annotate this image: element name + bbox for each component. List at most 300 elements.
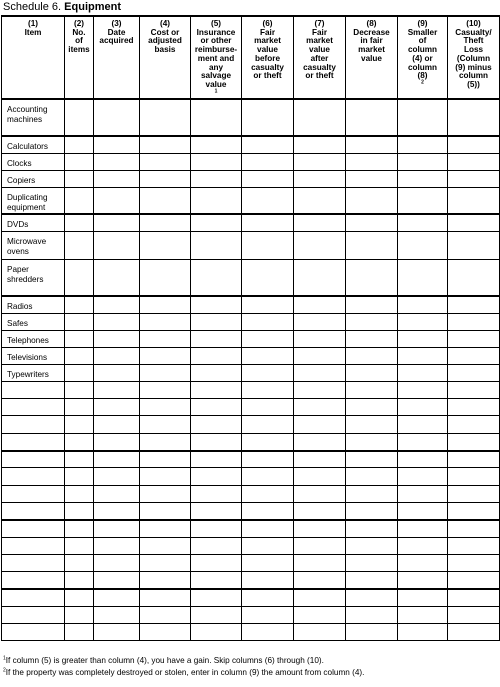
entry-cell-col-6[interactable] [242,554,294,571]
entry-cell-col-4[interactable] [140,572,191,589]
entry-cell-col-8[interactable] [346,259,398,296]
entry-cell-col-3[interactable] [94,313,140,330]
item-name-cell: Telephones [2,330,65,347]
entry-cell-col-6[interactable] [242,99,294,136]
entry-cell-col-10[interactable] [448,214,500,231]
blank-item-cell[interactable] [2,606,65,623]
entry-cell-col-6[interactable] [242,468,294,485]
entry-cell-col-8[interactable] [346,187,398,214]
entry-cell-col-5[interactable] [191,313,242,330]
entry-cell-col-7[interactable] [294,485,346,502]
entry-cell-col-9[interactable] [398,589,448,606]
entry-cell-col-3[interactable] [94,606,140,623]
entry-cell-col-3[interactable] [94,520,140,537]
entry-cell-col-9[interactable] [398,416,448,433]
entry-cell-col-10[interactable] [448,399,500,416]
entry-cell-col-7[interactable] [294,231,346,259]
entry-cell-col-4[interactable] [140,214,191,231]
blank-item-cell[interactable] [2,451,65,468]
entry-cell-col-6[interactable] [242,623,294,640]
entry-cell-col-6[interactable] [242,485,294,502]
entry-cell-col-9[interactable] [398,572,448,589]
entry-cell-col-10[interactable] [448,589,500,606]
entry-cell-col-4[interactable] [140,330,191,347]
table-row [2,187,500,214]
entry-cell-col-3[interactable] [94,214,140,231]
entry-cell-col-4[interactable] [140,313,191,330]
entry-cell-col-3[interactable] [94,502,140,519]
entry-cell-col-9[interactable] [398,502,448,519]
entry-cell-col-2[interactable] [65,381,94,398]
entry-cell-col-9[interactable] [398,330,448,347]
entry-cell-col-6[interactable] [242,520,294,537]
entry-cell-col-10[interactable] [448,347,500,364]
entry-cell-col-2[interactable] [65,330,94,347]
entry-cell-col-4[interactable] [140,399,191,416]
blank-item-cell[interactable] [2,537,65,554]
entry-cell-col-4[interactable] [140,296,191,313]
table-row [2,313,500,330]
entry-cell-col-2[interactable] [65,296,94,313]
entry-cell-col-2[interactable] [65,606,94,623]
entry-cell-col-4[interactable] [140,99,191,136]
entry-cell-col-2[interactable] [65,136,94,153]
entry-cell-col-3[interactable] [94,623,140,640]
entry-cell-col-8[interactable] [346,347,398,364]
entry-cell-col-10[interactable] [448,433,500,450]
entry-cell-col-6[interactable] [242,259,294,296]
entry-cell-col-3[interactable] [94,347,140,364]
entry-cell-col-10[interactable] [448,606,500,623]
entry-cell-col-2[interactable] [65,399,94,416]
entry-cell-col-6[interactable] [242,381,294,398]
entry-cell-col-10[interactable] [448,259,500,296]
table-row [2,347,500,364]
table-row [2,468,500,485]
entry-cell-col-6[interactable] [242,451,294,468]
entry-cell-col-2[interactable] [65,347,94,364]
entry-cell-col-2[interactable] [65,313,94,330]
blank-item-cell[interactable] [2,502,65,519]
entry-cell-col-5[interactable] [191,520,242,537]
entry-cell-col-4[interactable] [140,502,191,519]
entry-cell-col-3[interactable] [94,537,140,554]
entry-cell-col-10[interactable] [448,537,500,554]
entry-cell-col-10[interactable] [448,451,500,468]
table-row [2,485,500,502]
entry-cell-col-8[interactable] [346,231,398,259]
entry-cell-col-4[interactable] [140,170,191,187]
entry-cell-col-2[interactable] [65,231,94,259]
entry-cell-col-8[interactable] [346,381,398,398]
entry-cell-col-9[interactable] [398,554,448,571]
entry-cell-col-4[interactable] [140,537,191,554]
entry-cell-col-7[interactable] [294,136,346,153]
entry-cell-col-7[interactable] [294,330,346,347]
table-row [2,451,500,468]
table-body [2,99,500,640]
blank-item-cell[interactable] [2,399,65,416]
entry-cell-col-5[interactable] [191,485,242,502]
entry-cell-col-4[interactable] [140,153,191,170]
entry-cell-col-5[interactable] [191,170,242,187]
entry-cell-col-9[interactable] [398,520,448,537]
entry-cell-col-9[interactable] [398,99,448,136]
entry-cell-col-2[interactable] [65,153,94,170]
entry-cell-col-8[interactable] [346,99,398,136]
entry-cell-col-8[interactable] [346,136,398,153]
entry-cell-col-5[interactable] [191,399,242,416]
entry-cell-col-4[interactable] [140,381,191,398]
entry-cell-col-9[interactable] [398,347,448,364]
entry-cell-col-4[interactable] [140,364,191,381]
entry-cell-col-2[interactable] [65,623,94,640]
entry-cell-col-9[interactable] [398,451,448,468]
entry-cell-col-3[interactable] [94,554,140,571]
entry-cell-col-7[interactable] [294,364,346,381]
col-header-6: (6) Fair market value before casualty or theft [242,16,294,99]
entry-cell-col-9[interactable] [398,485,448,502]
entry-cell-col-2[interactable] [65,537,94,554]
entry-cell-col-8[interactable] [346,364,398,381]
entry-cell-col-4[interactable] [140,187,191,214]
entry-cell-col-5[interactable] [191,451,242,468]
entry-cell-col-6[interactable] [242,214,294,231]
entry-cell-col-10[interactable] [448,623,500,640]
header-row [2,16,500,99]
entry-cell-col-2[interactable] [65,433,94,450]
entry-cell-col-8[interactable] [346,606,398,623]
entry-cell-col-2[interactable] [65,416,94,433]
entry-cell-col-7[interactable] [294,468,346,485]
table-row [2,153,500,170]
blank-item-cell[interactable] [2,416,65,433]
entry-cell-col-10[interactable] [448,416,500,433]
entry-cell-col-10[interactable] [448,170,500,187]
table-row [2,416,500,433]
entry-cell-col-5[interactable] [191,572,242,589]
entry-cell-col-8[interactable] [346,485,398,502]
entry-cell-col-4[interactable] [140,347,191,364]
entry-cell-col-8[interactable] [346,214,398,231]
entry-cell-col-8[interactable] [346,537,398,554]
entry-cell-col-3[interactable] [94,433,140,450]
entry-cell-col-10[interactable] [448,313,500,330]
item-name-cell: Accounting machines [2,99,65,136]
entry-cell-col-5[interactable] [191,502,242,519]
entry-cell-col-2[interactable] [65,485,94,502]
entry-cell-col-3[interactable] [94,296,140,313]
entry-cell-col-6[interactable] [242,170,294,187]
entry-cell-col-10[interactable] [448,330,500,347]
entry-cell-col-2[interactable] [65,170,94,187]
entry-cell-col-6[interactable] [242,537,294,554]
entry-cell-col-4[interactable] [140,520,191,537]
entry-cell-col-10[interactable] [448,136,500,153]
table-row [2,259,500,296]
entry-cell-col-8[interactable] [346,153,398,170]
table-row [2,554,500,571]
entry-cell-col-8[interactable] [346,330,398,347]
entry-cell-col-4[interactable] [140,231,191,259]
entry-cell-col-6[interactable] [242,187,294,214]
entry-cell-col-5[interactable] [191,623,242,640]
entry-cell-col-2[interactable] [65,99,94,136]
entry-cell-col-4[interactable] [140,485,191,502]
entry-cell-col-7[interactable] [294,589,346,606]
entry-cell-col-7[interactable] [294,313,346,330]
entry-cell-col-2[interactable] [65,451,94,468]
entry-cell-col-8[interactable] [346,296,398,313]
entry-cell-col-9[interactable] [398,259,448,296]
entry-cell-col-5[interactable] [191,136,242,153]
entry-cell-col-7[interactable] [294,416,346,433]
table-row [2,231,500,259]
blank-item-cell[interactable] [2,485,65,502]
entry-cell-col-5[interactable] [191,296,242,313]
blank-item-cell[interactable] [2,589,65,606]
entry-cell-col-3[interactable] [94,231,140,259]
entry-cell-col-8[interactable] [346,399,398,416]
entry-cell-col-5[interactable] [191,364,242,381]
entry-cell-col-4[interactable] [140,468,191,485]
entry-cell-col-5[interactable] [191,381,242,398]
entry-cell-col-10[interactable] [448,231,500,259]
entry-cell-col-4[interactable] [140,589,191,606]
entry-cell-col-4[interactable] [140,623,191,640]
entry-cell-col-7[interactable] [294,399,346,416]
entry-cell-col-9[interactable] [398,606,448,623]
entry-cell-col-6[interactable] [242,153,294,170]
entry-cell-col-5[interactable] [191,537,242,554]
entry-cell-col-10[interactable] [448,468,500,485]
entry-cell-col-2[interactable] [65,214,94,231]
entry-cell-col-6[interactable] [242,330,294,347]
table-row [2,214,500,231]
entry-cell-col-3[interactable] [94,136,140,153]
entry-cell-col-3[interactable] [94,451,140,468]
blank-item-cell[interactable] [2,554,65,571]
entry-cell-col-2[interactable] [65,187,94,214]
entry-cell-col-7[interactable] [294,623,346,640]
entry-cell-col-4[interactable] [140,451,191,468]
table-row [2,99,500,136]
footnote-2: $^2$If the property was completely destroyed or stolen, enter in column (9) the amount from column (4). [3,667,365,677]
table-row [2,623,500,640]
col-header-4: (4) Cost or adjusted basis [140,16,191,99]
entry-cell-col-7[interactable] [294,187,346,214]
entry-cell-col-6[interactable] [242,589,294,606]
entry-cell-col-3[interactable] [94,99,140,136]
entry-cell-col-5[interactable] [191,330,242,347]
entry-cell-col-6[interactable] [242,364,294,381]
entry-cell-col-9[interactable] [398,623,448,640]
entry-cell-col-7[interactable] [294,554,346,571]
entry-cell-col-8[interactable] [346,433,398,450]
entry-cell-col-8[interactable] [346,554,398,571]
entry-cell-col-10[interactable] [448,364,500,381]
entry-cell-col-3[interactable] [94,416,140,433]
entry-cell-col-6[interactable] [242,296,294,313]
entry-cell-col-5[interactable] [191,231,242,259]
entry-cell-col-7[interactable] [294,214,346,231]
entry-cell-col-5[interactable] [191,416,242,433]
entry-cell-col-3[interactable] [94,589,140,606]
blank-item-cell[interactable] [2,520,65,537]
entry-cell-col-6[interactable] [242,347,294,364]
entry-cell-col-6[interactable] [242,606,294,623]
entry-cell-col-3[interactable] [94,364,140,381]
entry-cell-col-5[interactable] [191,153,242,170]
entry-cell-col-6[interactable] [242,502,294,519]
entry-cell-col-10[interactable] [448,296,500,313]
entry-cell-col-3[interactable] [94,399,140,416]
entry-cell-col-6[interactable] [242,399,294,416]
table-row [2,502,500,519]
entry-cell-col-3[interactable] [94,187,140,214]
entry-cell-col-6[interactable] [242,313,294,330]
entry-cell-col-10[interactable] [448,520,500,537]
entry-cell-col-7[interactable] [294,572,346,589]
entry-cell-col-10[interactable] [448,187,500,214]
entry-cell-col-9[interactable] [398,153,448,170]
entry-cell-col-7[interactable] [294,296,346,313]
entry-cell-col-4[interactable] [140,136,191,153]
entry-cell-col-10[interactable] [448,381,500,398]
entry-cell-col-9[interactable] [398,170,448,187]
entry-cell-col-8[interactable] [346,589,398,606]
entry-cell-col-4[interactable] [140,259,191,296]
item-name-cell: Typewriters [2,364,65,381]
entry-cell-col-5[interactable] [191,468,242,485]
entry-cell-col-10[interactable] [448,572,500,589]
entry-cell-col-10[interactable] [448,502,500,519]
col-header-5: (5) Insurance or other reimburse- ment and any salvage value $^1$ [191,16,242,99]
entry-cell-col-3[interactable] [94,485,140,502]
entry-cell-col-2[interactable] [65,554,94,571]
entry-cell-col-9[interactable] [398,399,448,416]
entry-cell-col-6[interactable] [242,136,294,153]
entry-cell-col-7[interactable] [294,381,346,398]
entry-cell-col-3[interactable] [94,259,140,296]
entry-cell-col-7[interactable] [294,502,346,519]
entry-cell-col-8[interactable] [346,520,398,537]
entry-cell-col-3[interactable] [94,170,140,187]
blank-item-cell[interactable] [2,381,65,398]
entry-cell-col-7[interactable] [294,259,346,296]
entry-cell-col-5[interactable] [191,554,242,571]
entry-cell-col-10[interactable] [448,153,500,170]
entry-cell-col-4[interactable] [140,433,191,450]
blank-item-cell[interactable] [2,623,65,640]
footnote-1: $^1$If column (5) is greater than column (4), you have a gain. Skip columns (6) through (10). [3,655,324,665]
entry-cell-col-8[interactable] [346,170,398,187]
entry-cell-col-5[interactable] [191,606,242,623]
entry-cell-col-7[interactable] [294,153,346,170]
entry-cell-col-6[interactable] [242,433,294,450]
entry-cell-col-5[interactable] [191,589,242,606]
entry-cell-col-8[interactable] [346,572,398,589]
entry-cell-col-7[interactable] [294,606,346,623]
entry-cell-col-3[interactable] [94,330,140,347]
entry-cell-col-9[interactable] [398,187,448,214]
entry-cell-col-7[interactable] [294,170,346,187]
blank-item-cell[interactable] [2,572,65,589]
entry-cell-col-6[interactable] [242,231,294,259]
entry-cell-col-7[interactable] [294,347,346,364]
entry-cell-col-8[interactable] [346,313,398,330]
entry-cell-col-8[interactable] [346,416,398,433]
entry-cell-col-9[interactable] [398,537,448,554]
entry-cell-col-9[interactable] [398,364,448,381]
entry-cell-col-3[interactable] [94,572,140,589]
table-row [2,572,500,589]
entry-cell-col-2[interactable] [65,589,94,606]
item-name-cell: Duplicating equipment [2,187,65,214]
entry-cell-col-4[interactable] [140,416,191,433]
entry-cell-col-9[interactable] [398,468,448,485]
entry-cell-col-2[interactable] [65,468,94,485]
entry-cell-col-7[interactable] [294,537,346,554]
entry-cell-col-9[interactable] [398,296,448,313]
table-row [2,381,500,398]
entry-cell-col-7[interactable] [294,99,346,136]
col-header-8: (8) Decrease in fair market value [346,16,398,99]
entry-cell-col-3[interactable] [94,468,140,485]
entry-cell-col-9[interactable] [398,214,448,231]
entry-cell-col-2[interactable] [65,259,94,296]
entry-cell-col-2[interactable] [65,520,94,537]
entry-cell-col-9[interactable] [398,313,448,330]
entry-cell-col-2[interactable] [65,364,94,381]
entry-cell-col-6[interactable] [242,416,294,433]
entry-cell-col-3[interactable] [94,153,140,170]
entry-cell-col-10[interactable] [448,485,500,502]
entry-cell-col-4[interactable] [140,606,191,623]
col-header-3: (3) Date acquired [94,16,140,99]
entry-cell-col-5[interactable] [191,187,242,214]
entry-cell-col-9[interactable] [398,136,448,153]
entry-cell-col-3[interactable] [94,381,140,398]
entry-cell-col-10[interactable] [448,99,500,136]
entry-cell-col-5[interactable] [191,99,242,136]
entry-cell-col-7[interactable] [294,433,346,450]
table-row [2,136,500,153]
entry-cell-col-8[interactable] [346,468,398,485]
entry-cell-col-5[interactable] [191,433,242,450]
entry-cell-col-9[interactable] [398,231,448,259]
entry-cell-col-5[interactable] [191,259,242,296]
table-row [2,606,500,623]
entry-cell-col-5[interactable] [191,347,242,364]
entry-cell-col-8[interactable] [346,451,398,468]
entry-cell-col-8[interactable] [346,502,398,519]
entry-cell-col-2[interactable] [65,572,94,589]
blank-item-cell[interactable] [2,468,65,485]
table-row [2,296,500,313]
entry-cell-col-6[interactable] [242,572,294,589]
entry-cell-col-8[interactable] [346,623,398,640]
entry-cell-col-7[interactable] [294,520,346,537]
blank-item-cell[interactable] [2,433,65,450]
entry-cell-col-9[interactable] [398,381,448,398]
entry-cell-col-2[interactable] [65,502,94,519]
entry-cell-col-10[interactable] [448,554,500,571]
entry-cell-col-7[interactable] [294,451,346,468]
entry-cell-col-9[interactable] [398,433,448,450]
entry-cell-col-5[interactable] [191,214,242,231]
entry-cell-col-4[interactable] [140,554,191,571]
